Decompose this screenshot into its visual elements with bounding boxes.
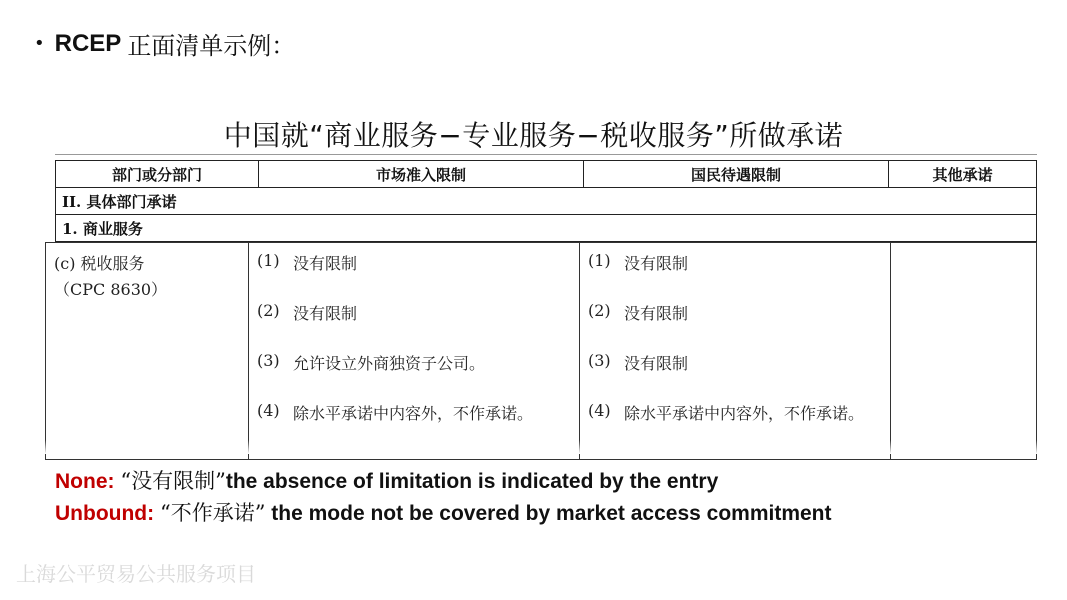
- note-none-quote: “没有限制”: [120, 469, 226, 493]
- subsection-row: [56, 215, 1037, 242]
- col-header-sector: 部门或分部门: [56, 161, 259, 188]
- section-row: [56, 188, 1037, 215]
- other-commitments-cell: [891, 243, 1037, 460]
- list-item: (1) 没有限制: [588, 251, 689, 273]
- slide-subtitle: 中国就“商业服务−专业服务−税收服务”所做承诺: [223, 119, 844, 152]
- heading-zh: 正面清单示例：: [127, 32, 296, 60]
- sector-code: （CPC 8630）: [54, 280, 168, 299]
- note-none: [55, 465, 718, 495]
- subsection-label: 1. 商业服务: [56, 215, 1037, 242]
- note-unbound-text: the mode not be covered by market access commitment: [271, 502, 832, 525]
- list-item: (4) 除水平承诺中内容外，不作承诺。: [257, 401, 534, 423]
- sector-name: (c) 税收服务: [54, 254, 145, 273]
- section-label: II. 具体部门承诺: [56, 188, 1037, 215]
- note-none-text: the absence of limitation is indicated by the entry: [225, 470, 719, 493]
- col-header-national-treatment: 国民待遇限制: [584, 161, 889, 188]
- column-header-row: [56, 161, 1037, 188]
- col-header-other: 其他承诺: [889, 161, 1037, 188]
- note-unbound: [55, 497, 832, 527]
- footer-watermark: 上海公平贸易公共服务项目: [16, 562, 256, 586]
- bullet-icon: •: [34, 33, 45, 54]
- sector-cell: [46, 243, 249, 460]
- national-treatment-cell: [580, 243, 891, 460]
- list-item: (1) 没有限制: [257, 251, 358, 273]
- cropped-edge: [45, 440, 1037, 454]
- schedule-header-table: [55, 160, 1037, 242]
- list-item: (3) 允许设立外商独资子公司。: [257, 351, 486, 373]
- note-unbound-label: Unbound:: [55, 502, 155, 525]
- commitment-table: [45, 242, 1037, 460]
- heading-en: RCEP: [54, 29, 122, 57]
- commitment-row: [46, 243, 1037, 460]
- list-item: (2) 没有限制: [257, 301, 358, 323]
- list-item: (2) 没有限制: [588, 301, 689, 323]
- note-none-label: None:: [55, 470, 115, 493]
- col-header-market-access: 市场准入限制: [259, 161, 584, 188]
- list-item: (3) 没有限制: [588, 351, 689, 373]
- slide-heading: [34, 26, 295, 61]
- market-access-cell: [249, 243, 580, 460]
- list-item: (4) 除水平承诺中内容外，不作承诺。: [588, 401, 865, 423]
- note-unbound-quote: “不作承诺”: [159, 501, 266, 525]
